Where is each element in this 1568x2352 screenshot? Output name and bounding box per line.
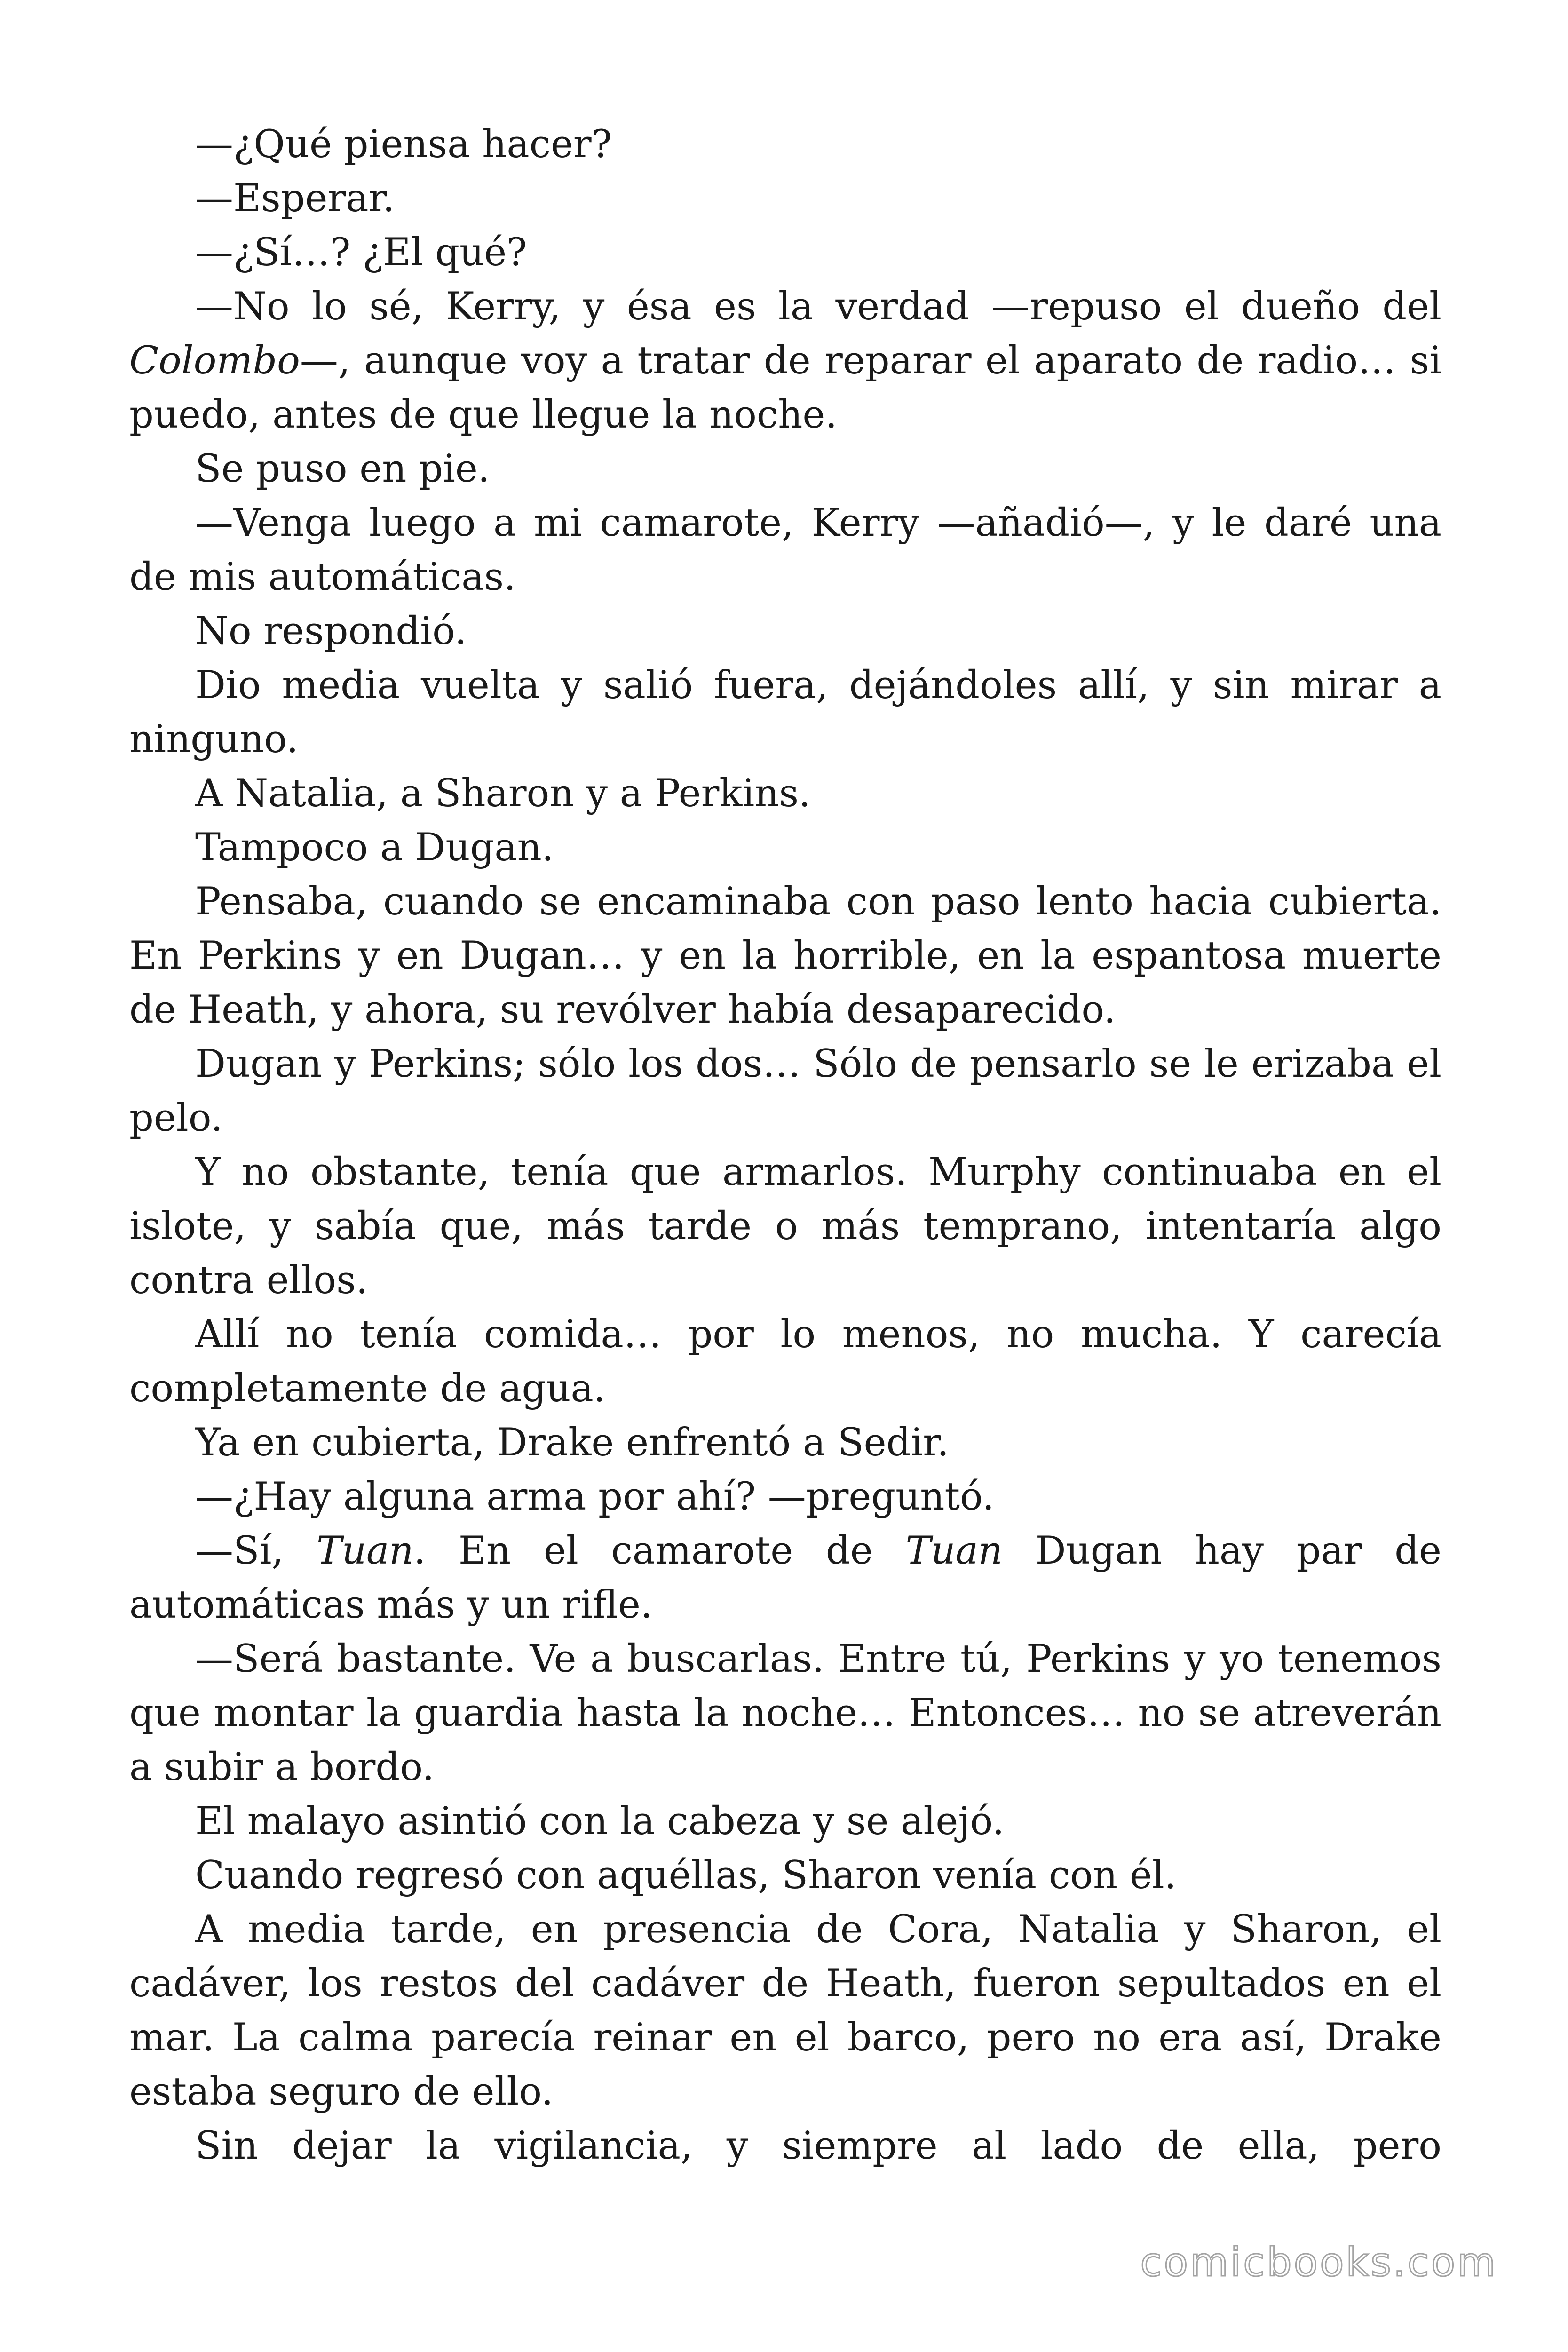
paragraph-text: Tampoco a Dugan. [195, 826, 554, 870]
paragraph-text: A Natalia, a Sharon y a Perkins. [195, 771, 811, 816]
paragraph [129, 1524, 1441, 1632]
paragraph [129, 1903, 1441, 2119]
paragraph [129, 1416, 1441, 1470]
paragraph [129, 2119, 1441, 2173]
paragraph [129, 659, 1441, 767]
paragraph [129, 172, 1441, 226]
paragraph-text: Cuando regresó con aquéllas, Sharon venía con él. [195, 1853, 1177, 1898]
paragraph-text: —¿Sí…? ¿El qué? [195, 230, 527, 275]
paragraph [129, 1470, 1441, 1524]
paragraph [129, 118, 1441, 172]
paragraph [129, 1849, 1441, 1903]
paragraph-text: Sin dejar la vigilancia, y siempre al lado de ella, pero [195, 2124, 1441, 2168]
paragraph-text: El malayo asintió con la cabeza y se alejó. [195, 1799, 1005, 1843]
paragraph [129, 875, 1441, 1037]
paragraph-text: Dugan hay par de automáticas más y un rifle. [129, 1529, 1441, 1627]
italic-text: Tuan [905, 1529, 1003, 1573]
paragraph [129, 604, 1441, 659]
paragraph [129, 496, 1441, 604]
paragraph-text: Y no obstante, tenía que armarlos. Murphy continuaba en el islote, y sabía que, más tarde o más temprano, intentaría algo contra ellos. [129, 1150, 1441, 1303]
paragraph-text: Dugan y Perkins; sólo los dos… Sólo de pensarlo se le erizaba el pelo. [129, 1042, 1441, 1140]
paragraph [129, 1145, 1441, 1308]
paragraph [129, 821, 1441, 875]
paragraph-text: Ya en cubierta, Drake enfrentó a Sedir. [195, 1421, 949, 1465]
paragraph-text: Allí no tenía comida… por lo menos, no mucha. Y carecía completamente de agua. [129, 1312, 1441, 1411]
italic-text: Colombo [129, 339, 300, 383]
paragraph [129, 1795, 1441, 1849]
paragraph [129, 442, 1441, 496]
paragraph-text: —No lo sé, Kerry, y ésa es la verdad —repuso el dueño del [195, 285, 1441, 329]
italic-text: Tuan [316, 1529, 414, 1573]
paragraph-text: —Esperar. [195, 176, 395, 221]
paragraph-text: . En el camarote de [413, 1529, 906, 1573]
paragraph-text: —Venga luego a mi camarote, Kerry —añadió—, y le daré una de mis automáticas. [129, 501, 1441, 599]
paragraph-text: Pensaba, cuando se encaminaba con paso lento hacia cubierta. En Perkins y en Dugan… y en la horrible, en la espantosa muerte de Heath, y ahora, su revólver había desaparecido. [129, 880, 1441, 1032]
paragraph-text: Dio media vuelta y salió fuera, dejándoles allí, y sin mirar a ninguno. [129, 663, 1441, 762]
paragraph-text: A media tarde, en presencia de Cora, Natalia y Sharon, el cadáver, los restos del cadáver de Heath, fueron sepultados en el mar. La calma parecía reinar en el barco, pero no era así, Drake estaba seguro de ello. [129, 1907, 1441, 2114]
paragraph-text: —Será bastante. Ve a buscarlas. Entre tú, Perkins y yo tenemos que montar la guardia hasta la noche… Entonces… no se atreverán a subir a bordo. [129, 1637, 1441, 1789]
paragraph [129, 1308, 1441, 1416]
paragraph-text: —, aunque voy a tratar de reparar el aparato de radio… si puedo, antes de que llegue la noche. [129, 339, 1441, 437]
paragraph [129, 226, 1441, 280]
paragraph [129, 767, 1441, 821]
paragraph [129, 280, 1441, 442]
paragraph-text: Se puso en pie. [195, 447, 490, 491]
paragraph-text: —¿Hay alguna arma por ahí? —preguntó. [195, 1475, 995, 1519]
watermark: comicbooks.com [1140, 2239, 1497, 2285]
paragraph [129, 1037, 1441, 1145]
paragraph [129, 1632, 1441, 1795]
paragraph-text: —¿Qué piensa hacer? [195, 122, 612, 167]
page-text-body [129, 118, 1441, 2173]
paragraph-text: —Sí, [195, 1529, 317, 1573]
paragraph-text: No respondió. [195, 609, 467, 653]
